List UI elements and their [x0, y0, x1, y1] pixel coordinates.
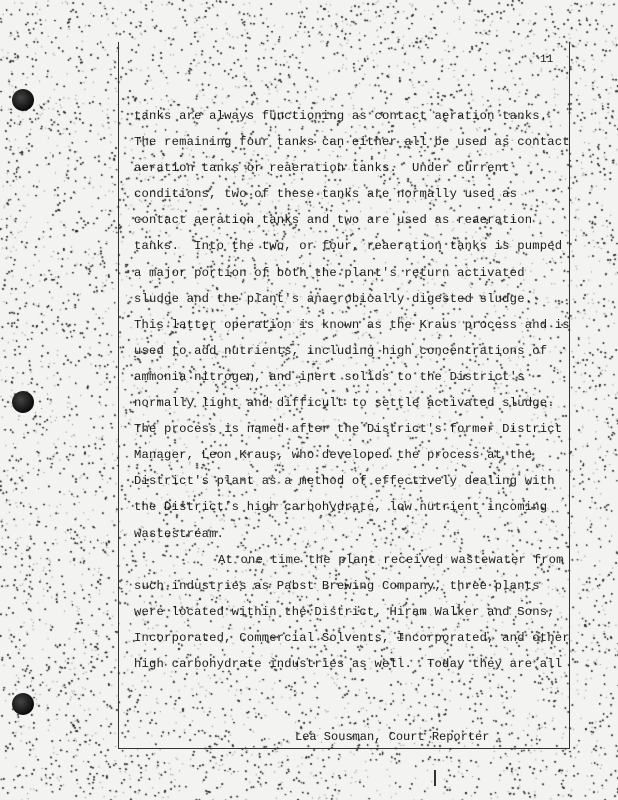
page-bottom-mark [434, 770, 436, 786]
text-line: used to add nutrients, including high concentrations of [134, 343, 548, 358]
text-line: high carbohydrate industries as well. Today they are all [134, 656, 563, 671]
text-line: ammonia nitrogen, and inert solids to the District's [134, 369, 525, 384]
court-reporter-footer: Lea Sousman, Court Reporter [295, 730, 490, 744]
text-line: wastestream. [134, 526, 225, 541]
text-line: contact aeration tanks and two are used as reaeration [134, 213, 533, 228]
text-line: The remaining four tanks can either all be used as contact [134, 135, 570, 150]
text-line: sludge and the plant's anaerobically digested sludge. [134, 291, 533, 306]
text-line: The process is named after the District's former District [134, 422, 563, 437]
text-line: aeration tanks or reaeration tanks. Under current [134, 161, 510, 176]
text-line: normally light and difficult to settle activated sludge. [134, 396, 555, 411]
text-line: tanks are always functioning as contact aeration tanks. [134, 109, 548, 123]
text-line: the District's high carbohydrate, low nutrient incoming [134, 500, 548, 515]
text-line: were located within the District, Hiram Walker and Sons, [134, 604, 555, 619]
transcript-body [134, 103, 574, 677]
text-line: tanks. Into the two, or four, reaeration tanks is pumped [134, 239, 563, 254]
margin-mark: ' [50, 155, 57, 166]
text-line: This latter operation is known as the Kraus process and is [134, 317, 570, 332]
text-line: At one time the plant received wastewater from [218, 552, 564, 567]
binder-hole [12, 89, 34, 111]
text-line: District's plant as a method of effectively dealing with [134, 474, 555, 489]
binder-hole [12, 693, 34, 715]
text-line: Manager, Leon Kraus, who developed the process at the [134, 448, 533, 463]
text-line: conditions, two of these tanks are normally used as [134, 187, 518, 202]
text-line: Incorporated, Commercial Solvents, Incorporated, and other [134, 630, 570, 645]
page-number: 11 [540, 54, 554, 66]
text-line: a major portion of both the plant's return activated [134, 265, 525, 280]
text-line: such industries as Pabst Brewing Company, three plants [134, 578, 540, 593]
binder-hole [12, 391, 34, 413]
